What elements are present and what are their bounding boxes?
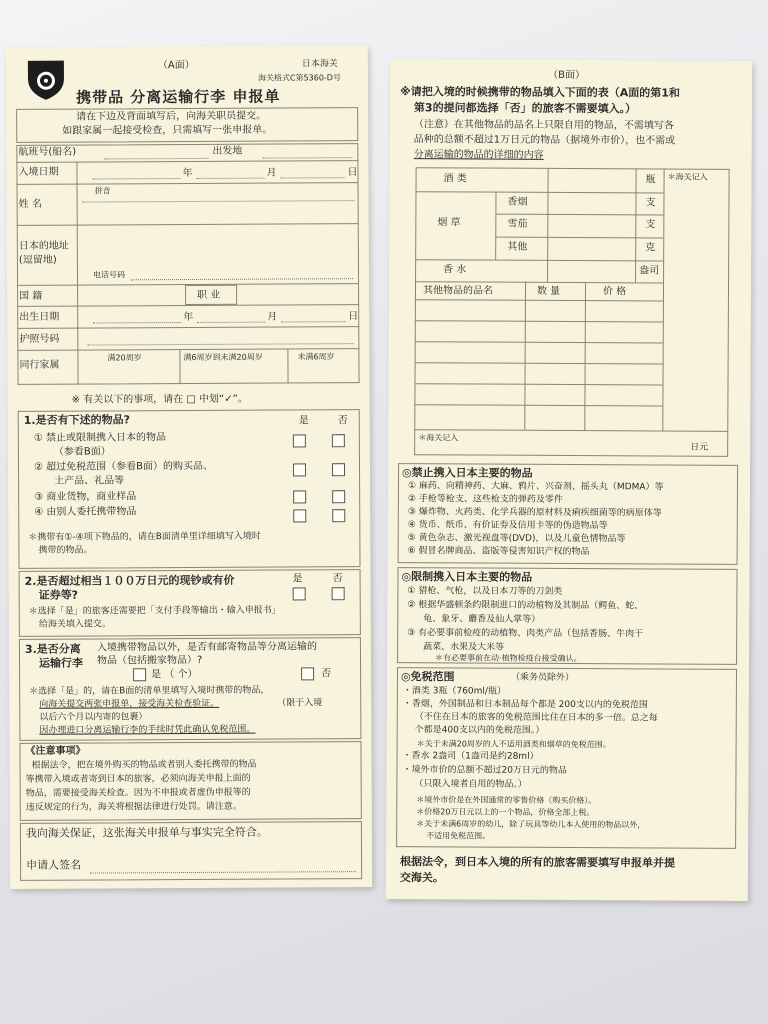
q1-item-2: ② 超过免税范围（参看B面）的购买品、 xyxy=(33,460,214,473)
duty-free-1: ・酒类 3瓶（760ml/瓶） xyxy=(402,686,506,697)
q2-title-2: 证券等? xyxy=(38,588,79,602)
other-tobacco-unit: 克 xyxy=(645,242,656,254)
family-col-adult: 满20周岁 xyxy=(107,353,142,363)
birth-month-unit: 月 xyxy=(267,311,278,323)
flight-label: 航班号(船名) xyxy=(18,146,77,158)
q1-item1-no-checkbox[interactable] xyxy=(332,434,345,447)
nationality-label: 国 籍 xyxy=(19,290,43,302)
q3-text-1: 入境携带物品以外，是否有邮寄物品等分离运输的 xyxy=(96,641,317,654)
mark-note: ※ 有关以下的事项，请在 □ 中划“✓”。 xyxy=(71,393,248,406)
duty-free-10: ＊价格20万日元以上的一个物品，价格全部上税。 xyxy=(416,807,595,818)
entry-date-label: 入境日期 xyxy=(18,166,59,178)
prohibited-3: ③ 爆炸物、火药类、化学兵器的原材料及痢疾细菌等的病原体等 xyxy=(407,507,662,519)
q1-item3-yes-checkbox[interactable] xyxy=(293,490,306,503)
q1-item1-yes-checkbox[interactable] xyxy=(293,434,306,447)
bottle-unit: 瓶 xyxy=(645,174,656,186)
q1-item2-no-checkbox[interactable] xyxy=(332,463,345,476)
attention-line-1: 根据法令，把在境外购买的物品或者别人委托携带的物品 xyxy=(31,759,257,771)
col-item-name: 其他物品的品名 xyxy=(422,285,494,297)
entry-day-unit: 日 xyxy=(347,167,358,179)
duty-free-11: ＊关于未满6周岁的幼儿，除了玩具等幼儿本人使用的物品以外， xyxy=(416,819,646,830)
attention-line-3: 物品，需要接受海关检查。因为不申报或者虚伪申报等的 xyxy=(25,787,251,799)
restricted-1: ① 猎枪、气枪，以及日本刀等的刀剑类 xyxy=(407,586,563,597)
q2-title-1: 2.是否超过相当１００万日元的现钞或有价 xyxy=(24,573,235,588)
guarantee-text: 我向海关保证，这张海关申报单与事实完全符合。 xyxy=(25,825,268,840)
q2-yes-checkbox[interactable] xyxy=(293,587,306,600)
prohibited-title: ◎禁止携入日本主要的物品 xyxy=(402,466,533,480)
q3-yes-checkbox[interactable] xyxy=(133,668,146,681)
duty-free-7: ・境外市价的总额不超过20万日元的物品 xyxy=(402,765,567,776)
prohibited-4: ④ 货币、纸币、有价证券及信用卡等的伪造物品等 xyxy=(407,520,608,532)
restricted-3b: 蔬菜、水果及大米等 xyxy=(423,642,505,653)
q2-note-1: ＊选择「是」的旅客还需要把「支付手段等输出・输入申报书」 xyxy=(28,605,281,617)
restricted-foot: ＊有必要事前在动·植物检疫台接受确认。 xyxy=(435,653,582,664)
q3-title-1: 3.是否分离 xyxy=(24,642,81,656)
b-header-2: 第3的提问都选择「否」的旅客不需要填入。） xyxy=(413,101,637,116)
q1-title: 1.是否有下述的物品? xyxy=(23,413,131,427)
cigarette-label: 香烟 xyxy=(507,196,528,208)
q1-note-2: 携带的物品。 xyxy=(38,545,93,556)
birth-year-unit: 年 xyxy=(183,311,194,324)
cigarette-unit: 支 xyxy=(645,197,656,209)
cigar-label: 雪茄 xyxy=(507,218,528,230)
q1-item4-yes-checkbox[interactable] xyxy=(293,509,306,522)
q1-note-1: ＊携带有①-④项下物品的，请在B面清单里详细填写入境时 xyxy=(28,531,261,543)
family-col-youth: 满6周岁到未满20周岁 xyxy=(183,352,263,363)
departure-label: 出发地 xyxy=(212,145,243,157)
attention-line-4: 违反规定的行为，海关将根据法律进行处罚。请注意。 xyxy=(25,801,242,813)
q1-item-2b: 土产品、礼品等 xyxy=(54,475,125,487)
declaration-card-b xyxy=(386,59,752,901)
other-tobacco-label: 其他 xyxy=(507,241,528,253)
goods-table xyxy=(414,167,730,457)
restricted-title: ◎限制携入日本主要的物品 xyxy=(401,570,533,584)
q1-item-1b: （参看B面） xyxy=(53,446,111,458)
final-note-1: 根据法令，到日本入境的所有的旅客需要填写申报单并提 xyxy=(399,855,676,870)
address-label-2: (逗留地) xyxy=(18,254,57,266)
b-note-2: 品种的总额不超过1万日元的物品（据境外市价），也不需或 xyxy=(413,134,676,147)
office-label: 日本海关 xyxy=(301,59,338,70)
q1-item3-no-checkbox[interactable] xyxy=(332,490,345,503)
duty-free-12: 不适用免税范围。 xyxy=(426,831,491,841)
q1-yes-header: 是 xyxy=(298,415,309,427)
customs-use-a: ＊海关记入 xyxy=(667,172,708,182)
q2-no-checkbox[interactable] xyxy=(332,587,345,600)
entry-month-unit: 月 xyxy=(266,167,277,179)
prohibited-2: ② 手枪等枪支、这些枪支的弹药及零件 xyxy=(407,494,563,505)
b-header-1: ※请把入境的时候携带的物品填入下面的表（A面的第1和 xyxy=(399,85,680,100)
instruction-line-1: 请在下边及背面填写后，向海关职员提交。 xyxy=(76,110,267,123)
attention-line-2: 等携带入境或者寄到日本的旅客，必须向海关申报上面的 xyxy=(25,773,251,785)
col-price: 价 格 xyxy=(602,286,627,298)
q3-no-checkbox[interactable] xyxy=(301,667,314,680)
q2-note-2: 给海关填入提交。 xyxy=(38,619,111,630)
q3-title-2: 运输行李 xyxy=(38,656,84,670)
q3-note-4: 以后六个月以内寄的包裹） xyxy=(39,712,148,723)
restricted-2b: 龟、象牙、麝香及仙人掌等） xyxy=(423,614,541,625)
final-note-2: 交海关。 xyxy=(399,871,444,885)
liquor-label: 酒 类 xyxy=(443,173,467,185)
perfume-label: 香 水 xyxy=(443,264,467,276)
q3-note-1: ＊选择「是」的，请在B面的清单里填写入境时携带的物品， xyxy=(29,685,270,697)
duty-free-3: （不住在日本的旅客的免税范围比住在日本的多一倍。总之每 xyxy=(414,712,658,724)
address-label-1: 日本的地址 xyxy=(18,240,69,252)
duty-free-title: ◎免税范围 xyxy=(400,670,455,684)
duty-free-5: ＊关于未满20周岁的人不适用酒类和烟草的免税范围。 xyxy=(416,739,611,750)
yen-unit: 日元 xyxy=(690,442,709,453)
family-label: 同行家属 xyxy=(19,359,60,371)
duty-free-2: ・香烟，外国制品和日本制品每个都是 200支以内的免税范围 xyxy=(402,699,648,711)
q3-note-3: （限于入境 xyxy=(277,698,323,709)
restricted-3: ③ 有必要事前检疫的动植物、肉类产品（包括香肠、牛肉干 xyxy=(407,628,644,640)
q3-text-2: 物品（包括搬家物品）? xyxy=(96,654,203,667)
cigar-unit: 支 xyxy=(645,219,656,231)
duty-free-4: 个都是400支以内的免税范围。） xyxy=(414,725,545,736)
attention-title: 《注意事项》 xyxy=(25,745,86,757)
form-title: 携带品 分离运输行李 申报单 xyxy=(76,87,281,107)
duty-free-6: ・香水 2盎司（1盎司是约28ml） xyxy=(402,751,539,762)
prohibited-5: ⑤ 黄色杂志、激光视盘等(DVD)，以及儿童色情物品等 xyxy=(407,533,626,545)
q1-item-4: ④ 由别人委托携带物品 xyxy=(34,506,137,518)
occupation-label: 职 业 xyxy=(197,289,221,301)
q1-item2-yes-checkbox[interactable] xyxy=(293,463,306,476)
restricted-2: ② 根据华盛顿条约限制进口的动植物及其制品（鳄鱼、蛇、 xyxy=(407,600,644,612)
q3-note-2: 向海关提交两张申报单，接受海关检查验证。 xyxy=(39,698,220,710)
q1-item-3: ③ 商业货物，商业样品 xyxy=(34,491,137,503)
instruction-line-2: 如跟家属一起接受检查，只需填写一张申报单。 xyxy=(62,124,273,137)
q3-note-5: 因办理进口分离运输行李的手续时凭此确认免税范围。 xyxy=(39,724,256,736)
face-label: （A面） xyxy=(157,59,195,72)
face-label-b: （B面） xyxy=(548,69,586,82)
signature-label: 申请人签名 xyxy=(26,858,82,872)
declaration-card-a xyxy=(6,45,372,889)
b-note-3: 分离运输的物品的详细的内容 xyxy=(413,149,544,161)
duty-free-8: （只限入境者自用的物品。） xyxy=(414,779,527,790)
q1-item4-no-checkbox[interactable] xyxy=(332,509,345,522)
q1-item-1: ① 禁止或限制携入日本的物品 xyxy=(33,432,167,444)
customs-use-b: ＊海关记入 xyxy=(418,433,459,443)
q2-yes-header: 是 xyxy=(292,573,303,585)
duty-free-sub: （乘务员除外） xyxy=(510,672,575,684)
birth-day-unit: 日 xyxy=(348,311,359,323)
prohibited-1: ① 麻药、向精神药、大麻、鸦片、兴奋剂、摇头丸（MDMA）等 xyxy=(407,481,664,493)
japan-customs-emblem-icon xyxy=(26,57,66,101)
passport-label: 护照号码 xyxy=(19,333,60,345)
tobacco-label: 烟 草 xyxy=(437,217,461,229)
family-col-child: 未满6周岁 xyxy=(297,352,335,362)
entry-year-unit: 年 xyxy=(182,167,193,180)
prohibited-6: ⑥ 假冒名牌商品、盗版等侵害知识产权的物品 xyxy=(407,546,590,558)
birth-date-label: 出生日期 xyxy=(19,311,60,323)
form-code: 海关格式C第5360-D号 xyxy=(257,73,341,83)
q3-no-label: 否 xyxy=(321,668,332,680)
phone-label: 电话号码 xyxy=(92,270,126,280)
duty-free-9: ＊境外市价是在外国通常的零售价格（购买价格）。 xyxy=(416,795,597,806)
q2-no-header: 否 xyxy=(332,573,343,585)
q3-yes-count: 是 （ 个） xyxy=(151,668,198,681)
q1-no-header: 否 xyxy=(337,415,348,427)
b-note-1: （注意）在其他物品的品名上只限自用的物品，不需填写各 xyxy=(413,119,674,132)
col-quantity: 数 量 xyxy=(536,285,561,297)
pinyin-label: 拼音 xyxy=(94,186,111,196)
name-label: 姓 名 xyxy=(18,198,42,210)
ounce-unit: 盎司 xyxy=(639,265,660,277)
